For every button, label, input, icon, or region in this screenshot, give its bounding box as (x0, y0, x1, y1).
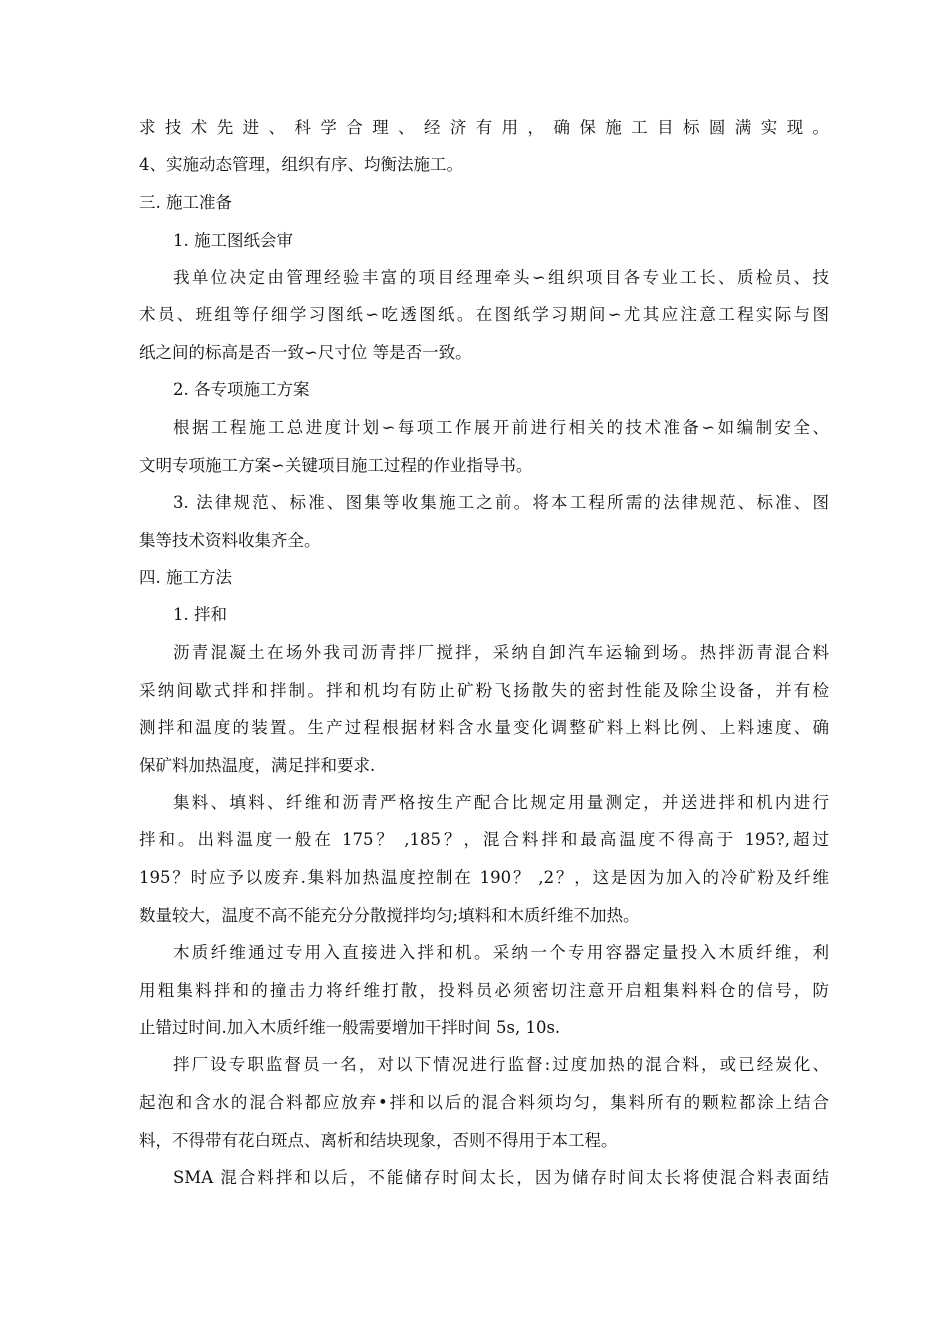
paragraph-line: 拌和。出料温度一般在 175？ ,185？，混合料拌和最高温度不得高于 195?,超过 (139, 830, 829, 849)
paragraph-line: 集等技术资料收集齐全。 (139, 531, 321, 550)
paragraph-line: 起泡和含水的混合料都应放弃•拌和以后的混合料须均匀，集料所有的颗粒都涂上结合 (139, 1093, 829, 1112)
list-item: 4、实施动态管理，组织有序、均衡法施工。 (139, 155, 463, 174)
section-heading: 四. 施工方法 (139, 568, 232, 587)
paragraph-line: 止错过时间.加入木质纤维一般需要增加干拌时间 5s, 10s. (139, 1018, 561, 1037)
paragraph-line: 根据工程施工总进度计划∽每项工作展开前进行相关的技术准备∽如编制安全、 (173, 418, 829, 437)
paragraph-line: 木质纤维通过专用入直接进入拌和机。采纳一个专用容器定量投入木质纤维，利 (173, 943, 829, 962)
paragraph-line: 保矿料加热温度，满足拌和要求. (139, 756, 376, 775)
paragraph-line: 测拌和温度的装置。生产过程根据材料含水量变化调整矿料上料比例、上料速度、确 (139, 718, 829, 737)
paragraph-line: 3. 法律规范、标准、图集等收集施工之前。将本工程所需的法律规范、标准、图 (173, 493, 829, 512)
paragraph-line: SMA 混合料拌和以后，不能储存时间太长，因为储存时间太长将使混合料表面结 (173, 1168, 829, 1187)
paragraph-line: 我单位决定由管理经验丰富的项目经理牵头∽组织项目各专业工长、质检员、技 (173, 268, 829, 287)
paragraph-line: 料，不得带有花白斑点、离析和结块现象，否则不得用于本工程。 (139, 1131, 618, 1150)
paragraph-line: 术员、班组等仔细学习图纸∽吃透图纸。在图纸学习期间∽尤其应注意工程实际与图 (139, 305, 829, 324)
paragraph-line: 集料、填料、纤维和沥青严格按生产配合比规定用量测定，并送进拌和机内进行 (173, 793, 829, 812)
paragraph-line: 用粗集料拌和的撞击力将纤维打散，投料员必须密切注意开启粗集料料仓的信号，防 (139, 981, 829, 1000)
section-heading: 三. 施工准备 (139, 193, 232, 212)
paragraph-line: 195？时应予以废弃.集料加热温度控制在 190？ ,2？，这是因为加入的冷矿粉及纤维 (139, 868, 829, 887)
subsection-heading: 1. 施工图纸会审 (173, 231, 293, 250)
paragraph-line: 沥青混凝土在场外我司沥青拌厂搅拌，采纳自卸汽车运输到场。热拌沥青混合料 (173, 643, 829, 662)
paragraph-line: 文明专项施工方案∽关键项目施工过程的作业指导书。 (139, 456, 533, 475)
paragraph-line: 纸之间的标高是否一致∽尺寸位 等是否一致。 (139, 343, 472, 362)
paragraph-line: 采纳间歇式拌和拌制。拌和机均有防止矿粉飞扬散失的密封性能及除尘设备，并有检 (139, 681, 829, 700)
subsection-heading: 1. 拌和 (173, 605, 227, 624)
paragraph-line: 求技术先进、科学合理、经济有用，确保施工目标圆满实现。 (139, 118, 829, 137)
paragraph-line: 数量较大，温度不高不能充分分散搅拌均匀;填料和木质纤维不加热。 (139, 906, 640, 925)
paragraph-line: 拌厂设专职监督员一名，对以下情况进行监督:过度加热的混合料，或已经炭化、 (173, 1055, 829, 1074)
subsection-heading: 2. 各专项施工方案 (173, 380, 310, 399)
